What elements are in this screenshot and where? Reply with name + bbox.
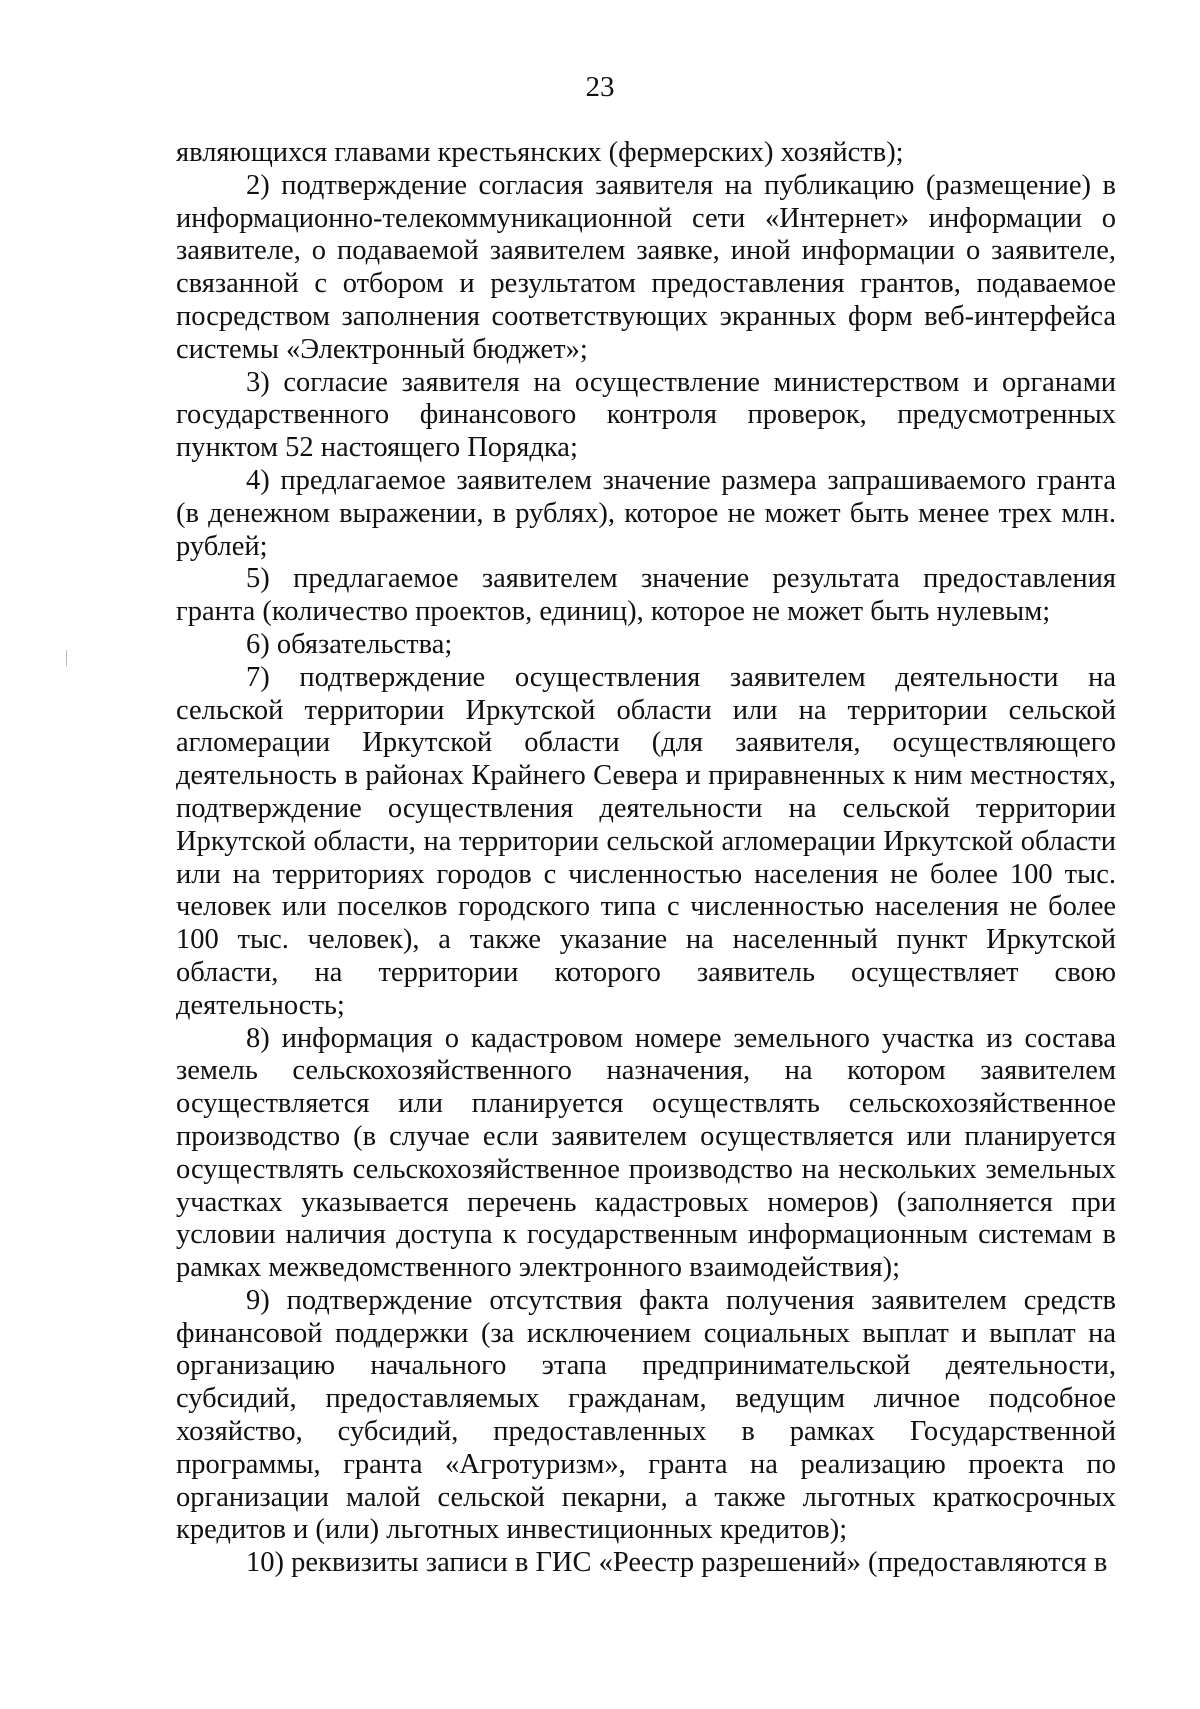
paragraph-item-6: 6) обязательства; <box>246 628 453 660</box>
page-number: 23 <box>585 71 615 103</box>
paragraph-item-7: 7) подтверждение осуществления заявителем деятельности на сельской территории Иркутской области или на территории сельской агломерации Иркутской области (для заявителя, осуществляющего деятельность в районах Крайнего Севера и приравненных к ним местностях, подтверждение осуществления деятельности на сельской территории Иркутской области, на территории сельской агломерации Иркутской области или на территориях городов с численностью населения не более 100 тыс. человек или поселков городского типа с численностью населения не более 100 тыс. человек), а также указание на населенный пункт Иркутской области, на территории которого заявитель осуществляет свою деятельность; <box>176 661 1116 1021</box>
paragraph-item-4: 4) предлагаемое заявителем значение размера запрашиваемого гранта (в денежном выражении, в рублях), которое не может быть менее трех млн. рублей; <box>176 464 1116 562</box>
paragraph-item-3: 3) согласие заявителя на осуществление министерством и органами государственного финансового контроля проверок, предусмотренных пунктом 52 настоящего Порядка; <box>176 366 1116 464</box>
paragraph-item-2: 2) подтверждение согласия заявителя на публикацию (размещение) в информационно-телекоммуникационной сети «Интернет» информации о заявителе, о подаваемой заявителем заявке, иной информации о заявителе, связанной с отбором и результатом предоставления грантов, подаваемое посредством заполнения соответствующих экранных форм веб-интерфейса системы «Электронный бюджет»; <box>176 169 1116 365</box>
paragraph-item-8: 8) информация о кадастровом номере земельного участка из состава земель сельскохозяйственного назначения, на котором заявителем осуществляется или планируется осуществлять сельскохозяйственное производство (в случае если заявителем осуществляется или планируется осуществлять сельскохозяйственное производство на нескольких земельных участках указывается перечень кадастровых номеров) (заполняется при условии наличия доступа к государственным информационным системам в рамках межведомственного электронного взаимодействия); <box>176 1022 1116 1284</box>
paragraph-item-10: 10) реквизиты записи в ГИС «Реестр разрешений» (предоставляются в <box>246 1547 1108 1579</box>
document-body <box>176 137 1116 1580</box>
paragraph-item-5: 5) предлагаемое заявителем значение результата предоставления гранта (количество проектов, единиц), которое не может быть нулевым; <box>176 563 1116 628</box>
paragraph-continuation: являющихся главами крестьянских (фермерских) хозяйств); <box>176 137 904 168</box>
paragraph-item-9: 9) подтверждение отсутствия факта получения заявителем средств финансовой поддержки (за исключением социальных выплат и выплат на организацию начального этапа предпринимательской деятельности, субсидий, предоставляемых гражданам, ведущим личное подсобное хозяйство, субсидий, предоставленных в рамках Государственной программы, гранта «Агротуризм», гранта на реализацию проекта по организации малой сельской пекарни, а также льготных краткосрочных кредитов и (или) льготных инвестиционных кредитов); <box>176 1284 1116 1546</box>
margin-mark <box>66 650 67 666</box>
